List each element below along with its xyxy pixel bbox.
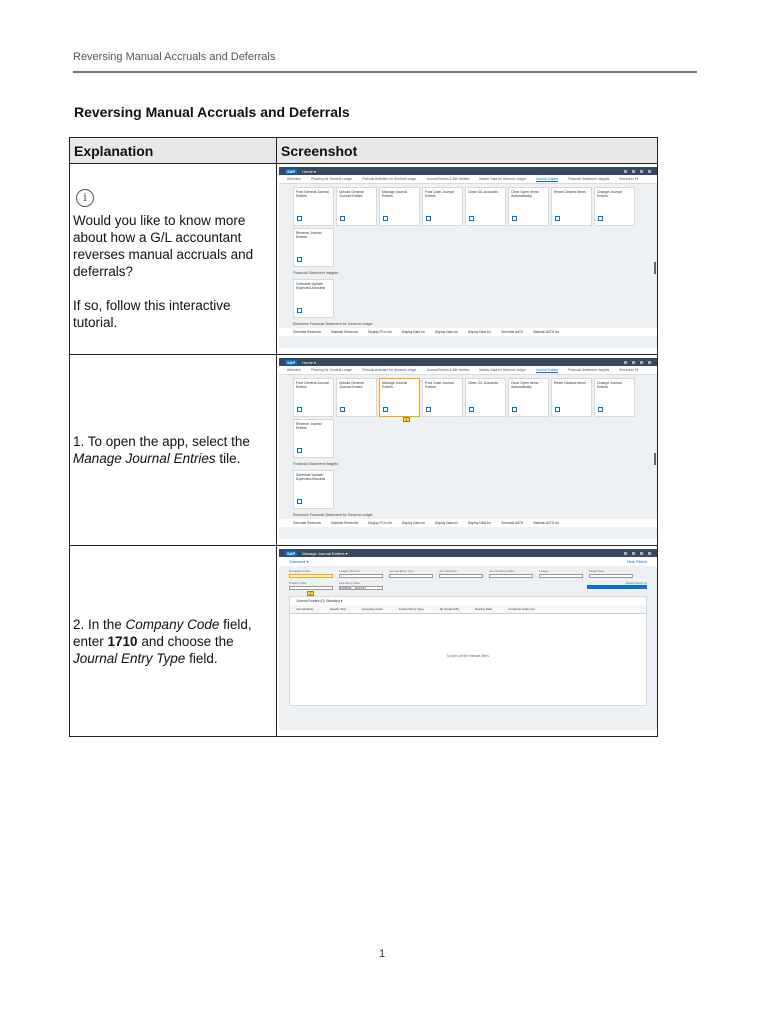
search-icon[interactable] <box>624 552 627 555</box>
sap-logo: SAP <box>287 359 296 365</box>
notifications-icon[interactable] <box>640 552 643 555</box>
tab-periodic[interactable]: Periodic Activities for General Ledger <box>362 368 417 372</box>
chart-icon <box>297 499 302 504</box>
intro-paragraph: Would you like to know more about how a G/L accountant reverses manual accruals and deferrals? <box>73 212 254 279</box>
user-icon[interactable] <box>648 361 651 364</box>
explanation-cell-intro <box>70 164 277 355</box>
tile-reset-cleared-items[interactable]: Reset Cleared Items <box>551 378 592 417</box>
step-callout: 1 <box>403 417 410 422</box>
search-icon[interactable] <box>624 170 627 173</box>
tab-master-data[interactable]: Master Data for General Ledger <box>479 177 526 181</box>
help-icon[interactable] <box>632 170 635 173</box>
page-number: 1 <box>379 948 386 960</box>
tile-display-fs[interactable]: Display FS in Arr <box>368 330 392 334</box>
tile-post-general-journal[interactable]: Post General Journal Entries <box>293 187 334 226</box>
tab-journal-entries[interactable]: Journal Entries <box>535 367 558 372</box>
adapt-filters-link[interactable]: Adapt Filters (1) <box>625 581 647 585</box>
filter-label: Journal Entry: <box>439 569 458 573</box>
tile-manage-journal-entries-highlighted[interactable]: Manage Journal Entries <box>379 378 420 417</box>
tile-post-general-journal[interactable]: Post General Journal Entries <box>293 378 334 417</box>
tab-insights[interactable]: Financial Statement Insights <box>567 177 610 181</box>
explanation-cell-step2: 2. In the Company Code field, enter 1710 and choose the Journal Entry Type field. <box>70 546 277 737</box>
variant-bar <box>279 557 657 566</box>
tile-row <box>279 375 657 417</box>
chart-icon <box>297 308 302 313</box>
tile-icon <box>598 216 603 221</box>
column-header-explanation: Explanation <box>70 138 277 164</box>
tile-display-data[interactable]: Display Data Arr <box>467 521 491 525</box>
tab-insights[interactable]: Financial Statement Insights <box>567 368 610 372</box>
tile-generate-aatd[interactable]: Generate AATD <box>500 330 524 334</box>
tile-upload-general-journal[interactable]: Upload General Journal Entries <box>336 187 377 226</box>
info-icon: i <box>76 189 94 207</box>
notifications-icon[interactable] <box>640 170 643 173</box>
tile-icon <box>340 407 345 412</box>
tile-reverse-journal-entries[interactable]: Reverse Journal Entries <box>293 228 334 267</box>
tab-attributes[interactable]: Attributes <box>287 177 301 181</box>
screenshot-cell-launchpad <box>277 164 658 355</box>
table-title: Journal Entries (0) Standard ▾ <box>296 599 343 603</box>
tile-manage-journal-entries[interactable]: Manage Journal Entries <box>379 187 420 226</box>
home-menu[interactable]: Home ▾ <box>302 168 317 174</box>
tile-post-cash-journal[interactable]: Post Cash Journal Entries <box>422 378 463 417</box>
tile-icon <box>383 407 388 412</box>
filter-label: Company Code: <box>289 569 311 573</box>
home-menu[interactable]: Home ▾ <box>302 359 317 365</box>
tile-display-data[interactable]: Display Data Arr <box>434 521 458 525</box>
tile-icon <box>340 216 345 221</box>
space-tabs <box>279 366 657 375</box>
sap-logo: SAP <box>287 550 296 556</box>
tile-display-data[interactable]: Display Data Arr <box>467 330 491 334</box>
tile-reverse-journal-entries[interactable]: Reverse Journal Entries <box>293 419 334 458</box>
filter-label: Ledger (Select): <box>339 569 361 573</box>
tile-icon <box>555 216 560 221</box>
sap-logo: SAP <box>287 168 296 174</box>
user-icon[interactable] <box>648 552 651 555</box>
tile-post-cash-journal[interactable]: Post Cash Journal Entries <box>422 187 463 226</box>
tile-clear-open-items[interactable]: Clear Open Items Automatically <box>508 378 549 417</box>
tab-journal-verified[interactable]: Journal Entries & Bkt Verified <box>426 368 470 372</box>
tile-display-data[interactable]: Display Data Arr <box>401 330 425 334</box>
tab-periodic[interactable]: Periodic Activities for General Ledger <box>362 177 417 181</box>
tile-icon <box>297 407 302 412</box>
tab-attributes[interactable]: Attributes <box>287 368 301 372</box>
launchpad-screenshot <box>279 167 657 348</box>
help-icon[interactable] <box>632 552 635 555</box>
section-financial-insights: Financial Statement Insights <box>293 271 339 275</box>
tab-journal-verified[interactable]: Journal Entries & Bkt Verified <box>426 177 470 181</box>
notifications-icon[interactable] <box>640 361 643 364</box>
tile-schedule-update[interactable]: Schedule Update Expected Amounts <box>293 279 334 318</box>
tile-maintain-aatd[interactable]: Maintain AATD Arr <box>533 330 560 334</box>
tile-icon <box>512 407 517 412</box>
bottom-tile-row <box>279 328 657 336</box>
launchpad-screenshot-step1 <box>279 358 657 539</box>
tile-icon <box>426 216 431 221</box>
filter-bar <box>279 566 657 578</box>
column-header-screenshot: Screenshot <box>277 138 658 164</box>
filter-label: Posting Date: <box>289 581 308 585</box>
bottom-tile-row <box>279 519 657 527</box>
tile-display-data[interactable]: Display Data Arr <box>434 330 458 334</box>
tile-maintain-electronic[interactable]: Maintain Electronic <box>331 330 359 334</box>
running-header: Reversing Manual Accruals and Deferrals <box>73 51 276 63</box>
journal-entry-input[interactable] <box>439 574 483 578</box>
filter-label: Line Entry Date: <box>339 581 361 585</box>
fiscal-year-input[interactable] <box>589 574 633 578</box>
tile-icon <box>598 407 603 412</box>
tile-generate-aatd[interactable]: Generate AATD <box>500 521 524 525</box>
tile-generate-electronic[interactable]: Generate Electronic <box>293 521 322 525</box>
entry-date-input[interactable]: 10/05/21 - 10/10/21 <box>339 586 383 590</box>
tile-clear-open-items[interactable]: Clear Open Items Automatically <box>508 187 549 226</box>
hide-filters-link[interactable]: Hide Filters <box>626 559 647 564</box>
tab-electronic[interactable]: Electronic Fil <box>619 368 639 372</box>
filter-label: Ledger: <box>539 569 550 573</box>
tile-reset-cleared-items[interactable]: Reset Cleared Items <box>551 187 592 226</box>
tile-schedule-update[interactable]: Schedule Update Expected Amounts <box>293 470 334 509</box>
tile-maintain-electronic[interactable]: Maintain Electronic <box>331 521 359 525</box>
company-code-input[interactable] <box>289 574 333 578</box>
field-name-company-code: Company Code <box>125 616 220 632</box>
tile-row <box>279 184 657 226</box>
journal-entry-date-input[interactable] <box>489 574 533 578</box>
header-rule <box>73 71 697 73</box>
filter-label: Journal Entry Date: <box>489 569 515 573</box>
tile-icon <box>297 216 302 221</box>
tile-icon <box>426 407 431 412</box>
intro-tutorial-paragraph: If so, follow this interactive tutorial. <box>73 297 231 330</box>
journal-entries-table <box>289 596 647 706</box>
filter-bar-row2 <box>279 578 657 590</box>
explanation-cell-step1: 1. To open the app, select the Manage Journal Entries tile. <box>70 355 277 546</box>
shell-bar <box>279 167 657 175</box>
search-icon[interactable] <box>624 361 627 364</box>
tile-clear-gl-accounts[interactable]: Clear G/L Accounts <box>465 378 506 417</box>
posting-date-input[interactable] <box>289 586 333 590</box>
company-code-value: 1710 <box>107 633 138 649</box>
journal-entry-type-input[interactable] <box>389 574 433 578</box>
tile-change-journal-entries[interactable]: Change Journal Entries <box>594 187 635 226</box>
tile-icon <box>297 448 302 453</box>
tile-display-data[interactable]: Display Data Arr <box>401 521 425 525</box>
ledger-input[interactable] <box>539 574 583 578</box>
shell-bar <box>279 549 657 557</box>
section-financial-insights: Financial Statement Insights <box>293 462 339 466</box>
tile-upload-general-journal[interactable]: Upload General Journal Entries <box>336 378 377 417</box>
tile-display-fs[interactable]: Display FS in Arr <box>368 521 392 525</box>
tab-planning[interactable]: Planning for General Ledger <box>310 177 353 181</box>
space-tabs <box>279 175 657 184</box>
tile-icon <box>469 216 474 221</box>
manage-journal-entries-screenshot <box>279 549 657 730</box>
help-icon[interactable] <box>632 361 635 364</box>
app-name-emphasis: Manage Journal Entries <box>73 451 216 466</box>
tab-master-data[interactable]: Master Data for General Ledger <box>479 368 526 372</box>
filter-label: Journal Entry Type: <box>389 569 415 573</box>
document-title: Reversing Manual Accruals and Deferrals <box>74 104 350 120</box>
screenshot-cell-manage-journal <box>277 546 658 737</box>
tab-electronic[interactable]: Electronic Fil <box>619 177 639 181</box>
go-button[interactable]: Go <box>587 585 647 589</box>
tile-generate-electronic[interactable]: Generate Electronic <box>293 330 322 334</box>
filter-label: Fiscal Year: <box>589 569 605 573</box>
screenshot-cell-select-tile <box>277 355 658 546</box>
tutorial-table <box>69 137 658 737</box>
field-name-journal-entry-type: Journal Entry Type <box>73 650 186 666</box>
tile-icon <box>512 216 517 221</box>
section-electronic-fs: Electronic Financial Statement for General Ledger <box>293 322 373 326</box>
shell-bar <box>279 358 657 366</box>
scrollbar[interactable] <box>654 262 656 274</box>
tile-icon <box>469 407 474 412</box>
tile-change-journal-entries[interactable]: Change Journal Entries <box>594 378 635 417</box>
tab-planning[interactable]: Planning for General Ledger <box>310 368 353 372</box>
tile-maintain-aatd[interactable]: Maintain AATD Arr <box>533 521 560 525</box>
table-header-row: Journal Entry Header Text Company Code Journal Entry Type JE Created By Posting Date Company Code Cur. <box>290 605 646 614</box>
scrollbar[interactable] <box>654 453 656 465</box>
tile-clear-gl-accounts[interactable]: Clear G/L Accounts <box>465 187 506 226</box>
empty-table-message: To start, set the relevant filters. <box>446 654 490 658</box>
user-icon[interactable] <box>648 170 651 173</box>
section-electronic-fs: Electronic Financial Statement for General Ledger <box>293 513 373 517</box>
variant-selector[interactable]: Standard ▾ <box>289 559 309 564</box>
tile-icon <box>297 257 302 262</box>
step-callout: 2 <box>307 591 314 596</box>
app-title-menu[interactable]: Manage Journal Entries ▾ <box>302 550 348 556</box>
ledger-select-input[interactable] <box>339 574 383 578</box>
tab-journal-entries[interactable]: Journal Entries <box>535 176 558 181</box>
tile-icon <box>555 407 560 412</box>
tile-icon <box>383 216 388 221</box>
